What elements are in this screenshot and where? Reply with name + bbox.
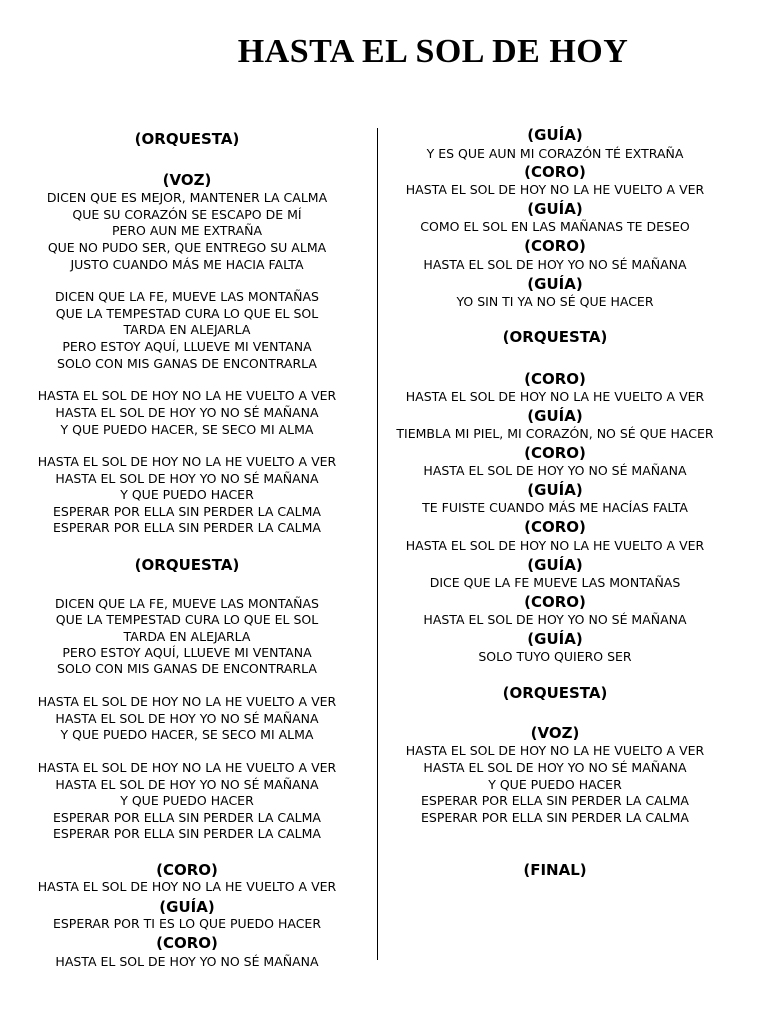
lyric-line: ESPERAR POR ELLA SIN PERDER LA CALMA (53, 826, 321, 841)
section-heading: (GUÍA) (527, 481, 583, 499)
section-heading: (CORO) (524, 444, 586, 462)
section-heading: (GUÍA) (527, 126, 583, 144)
lyric-line: ESPERAR POR ELLA SIN PERDER LA CALMA (53, 810, 321, 825)
section-heading: (CORO) (156, 861, 218, 879)
lyric-line: ESPERAR POR ELLA SIN PERDER LA CALMA (421, 810, 689, 825)
lyric-line: Y QUE PUEDO HACER, SE SECO MI ALMA (60, 422, 314, 437)
lyric-line: HASTA EL SOL DE HOY YO NO SÉ MAÑANA (55, 777, 319, 792)
lyric-line: Y ES QUE AUN MI CORAZÓN TÉ EXTRAÑA (426, 146, 684, 161)
lyric-line: SOLO TUYO QUIERO SER (478, 649, 632, 664)
lyric-line: PERO ESTOY AQUÍ, LLUEVE MI VENTANA (62, 645, 312, 660)
page-title: HASTA EL SOL DE HOY (237, 33, 629, 70)
lyric-line: QUE SU CORAZÓN SE ESCAPO DE MÍ (72, 207, 302, 222)
lyric-line: HASTA EL SOL DE HOY NO LA HE VUELTO A VER (405, 389, 705, 404)
lyric-line: HASTA EL SOL DE HOY NO LA HE VUELTO A VER (37, 879, 337, 894)
section-heading: (CORO) (524, 237, 586, 255)
lyric-line: TIEMBLA MI PIEL, MI CORAZÓN, NO SÉ QUE HACER (396, 426, 714, 441)
section-heading: (GUÍA) (527, 200, 583, 218)
lyric-line: HASTA EL SOL DE HOY YO NO SÉ MAÑANA (423, 463, 687, 478)
lyric-line: SOLO CON MIS GANAS DE ENCONTRARLA (57, 356, 317, 371)
lyric-line: QUE LA TEMPESTAD CURA LO QUE EL SOL (55, 306, 319, 321)
lyric-line: HASTA EL SOL DE HOY NO LA HE VUELTO A VER (37, 760, 337, 775)
lyric-line: TARDA EN ALEJARLA (123, 629, 251, 644)
lyric-line: QUE NO PUDO SER, QUE ENTREGO SU ALMA (47, 240, 327, 255)
lyric-line: HASTA EL SOL DE HOY YO NO SÉ MAÑANA (55, 405, 319, 420)
lyric-line: DICEN QUE ES MEJOR, MANTENER LA CALMA (46, 190, 328, 205)
lyric-line: YO SIN TI YA NO SÉ QUE HACER (456, 294, 654, 309)
section-heading: (GUÍA) (159, 898, 215, 916)
lyric-line: JUSTO CUANDO MÁS ME HACIA FALTA (70, 257, 304, 272)
section-heading: (ORQUESTA) (134, 556, 240, 574)
section-heading: (ORQUESTA) (502, 684, 608, 702)
lyric-line: Y QUE PUEDO HACER (488, 777, 622, 792)
lyric-line: TARDA EN ALEJARLA (123, 322, 251, 337)
section-heading: (CORO) (524, 593, 586, 611)
lyric-line: HASTA EL SOL DE HOY YO NO SÉ MAÑANA (423, 257, 687, 272)
lyric-line: Y QUE PUEDO HACER (120, 793, 254, 808)
lyric-line: HASTA EL SOL DE HOY YO NO SÉ MAÑANA (55, 711, 319, 726)
section-heading: (CORO) (524, 370, 586, 388)
section-heading: (GUÍA) (527, 630, 583, 648)
section-heading: (CORO) (524, 163, 586, 181)
lyric-line: ESPERAR POR ELLA SIN PERDER LA CALMA (53, 504, 321, 519)
section-heading: (CORO) (524, 518, 586, 536)
lyric-line: HASTA EL SOL DE HOY NO LA HE VUELTO A VER (37, 454, 337, 469)
lyric-line: HASTA EL SOL DE HOY NO LA HE VUELTO A VER (405, 538, 705, 553)
lyric-line: ESPERAR POR ELLA SIN PERDER LA CALMA (53, 520, 321, 535)
section-heading: (FINAL) (523, 861, 587, 879)
lyric-line: PERO AUN ME EXTRAÑA (111, 223, 263, 238)
lyric-line: PERO ESTOY AQUÍ, LLUEVE MI VENTANA (62, 339, 312, 354)
lyric-line: DICE QUE LA FE MUEVE LAS MONTAÑAS (429, 575, 681, 590)
section-heading: (GUÍA) (527, 556, 583, 574)
lyric-line: HASTA EL SOL DE HOY NO LA HE VUELTO A VER (405, 182, 705, 197)
lyric-line: DICEN QUE LA FE, MUEVE LAS MONTAÑAS (55, 289, 319, 304)
section-heading: (ORQUESTA) (502, 328, 608, 346)
lyric-line: DICEN QUE LA FE, MUEVE LAS MONTAÑAS (55, 596, 319, 611)
lyric-line: HASTA EL SOL DE HOY YO NO SÉ MAÑANA (55, 471, 319, 486)
lyric-line: ESPERAR POR ELLA SIN PERDER LA CALMA (421, 793, 689, 808)
lyric-line: Y QUE PUEDO HACER, SE SECO MI ALMA (60, 727, 314, 742)
lyric-line: HASTA EL SOL DE HOY NO LA HE VUELTO A VER (405, 743, 705, 758)
column-divider (377, 128, 378, 960)
lyric-line: Y QUE PUEDO HACER (120, 487, 254, 502)
lyric-line: ESPERAR POR TI ES LO QUE PUEDO HACER (52, 916, 322, 931)
section-heading: (ORQUESTA) (134, 130, 240, 148)
section-heading: (VOZ) (162, 171, 212, 189)
lyric-line: QUE LA TEMPESTAD CURA LO QUE EL SOL (55, 612, 319, 627)
section-heading: (VOZ) (530, 724, 580, 742)
section-heading: (GUÍA) (527, 407, 583, 425)
lyric-line: SOLO CON MIS GANAS DE ENCONTRARLA (57, 661, 317, 676)
lyric-line: COMO EL SOL EN LAS MAÑANAS TE DESEO (420, 219, 690, 234)
lyric-line: HASTA EL SOL DE HOY NO LA HE VUELTO A VER (37, 694, 337, 709)
section-heading: (CORO) (156, 934, 218, 952)
lyric-line: HASTA EL SOL DE HOY YO NO SÉ MAÑANA (55, 954, 319, 969)
lyric-line: HASTA EL SOL DE HOY YO NO SÉ MAÑANA (423, 612, 687, 627)
lyric-line: HASTA EL SOL DE HOY NO LA HE VUELTO A VER (37, 388, 337, 403)
section-heading: (GUÍA) (527, 275, 583, 293)
lyric-line: HASTA EL SOL DE HOY YO NO SÉ MAÑANA (423, 760, 687, 775)
lyric-line: TE FUISTE CUANDO MÁS ME HACÍAS FALTA (422, 500, 688, 515)
